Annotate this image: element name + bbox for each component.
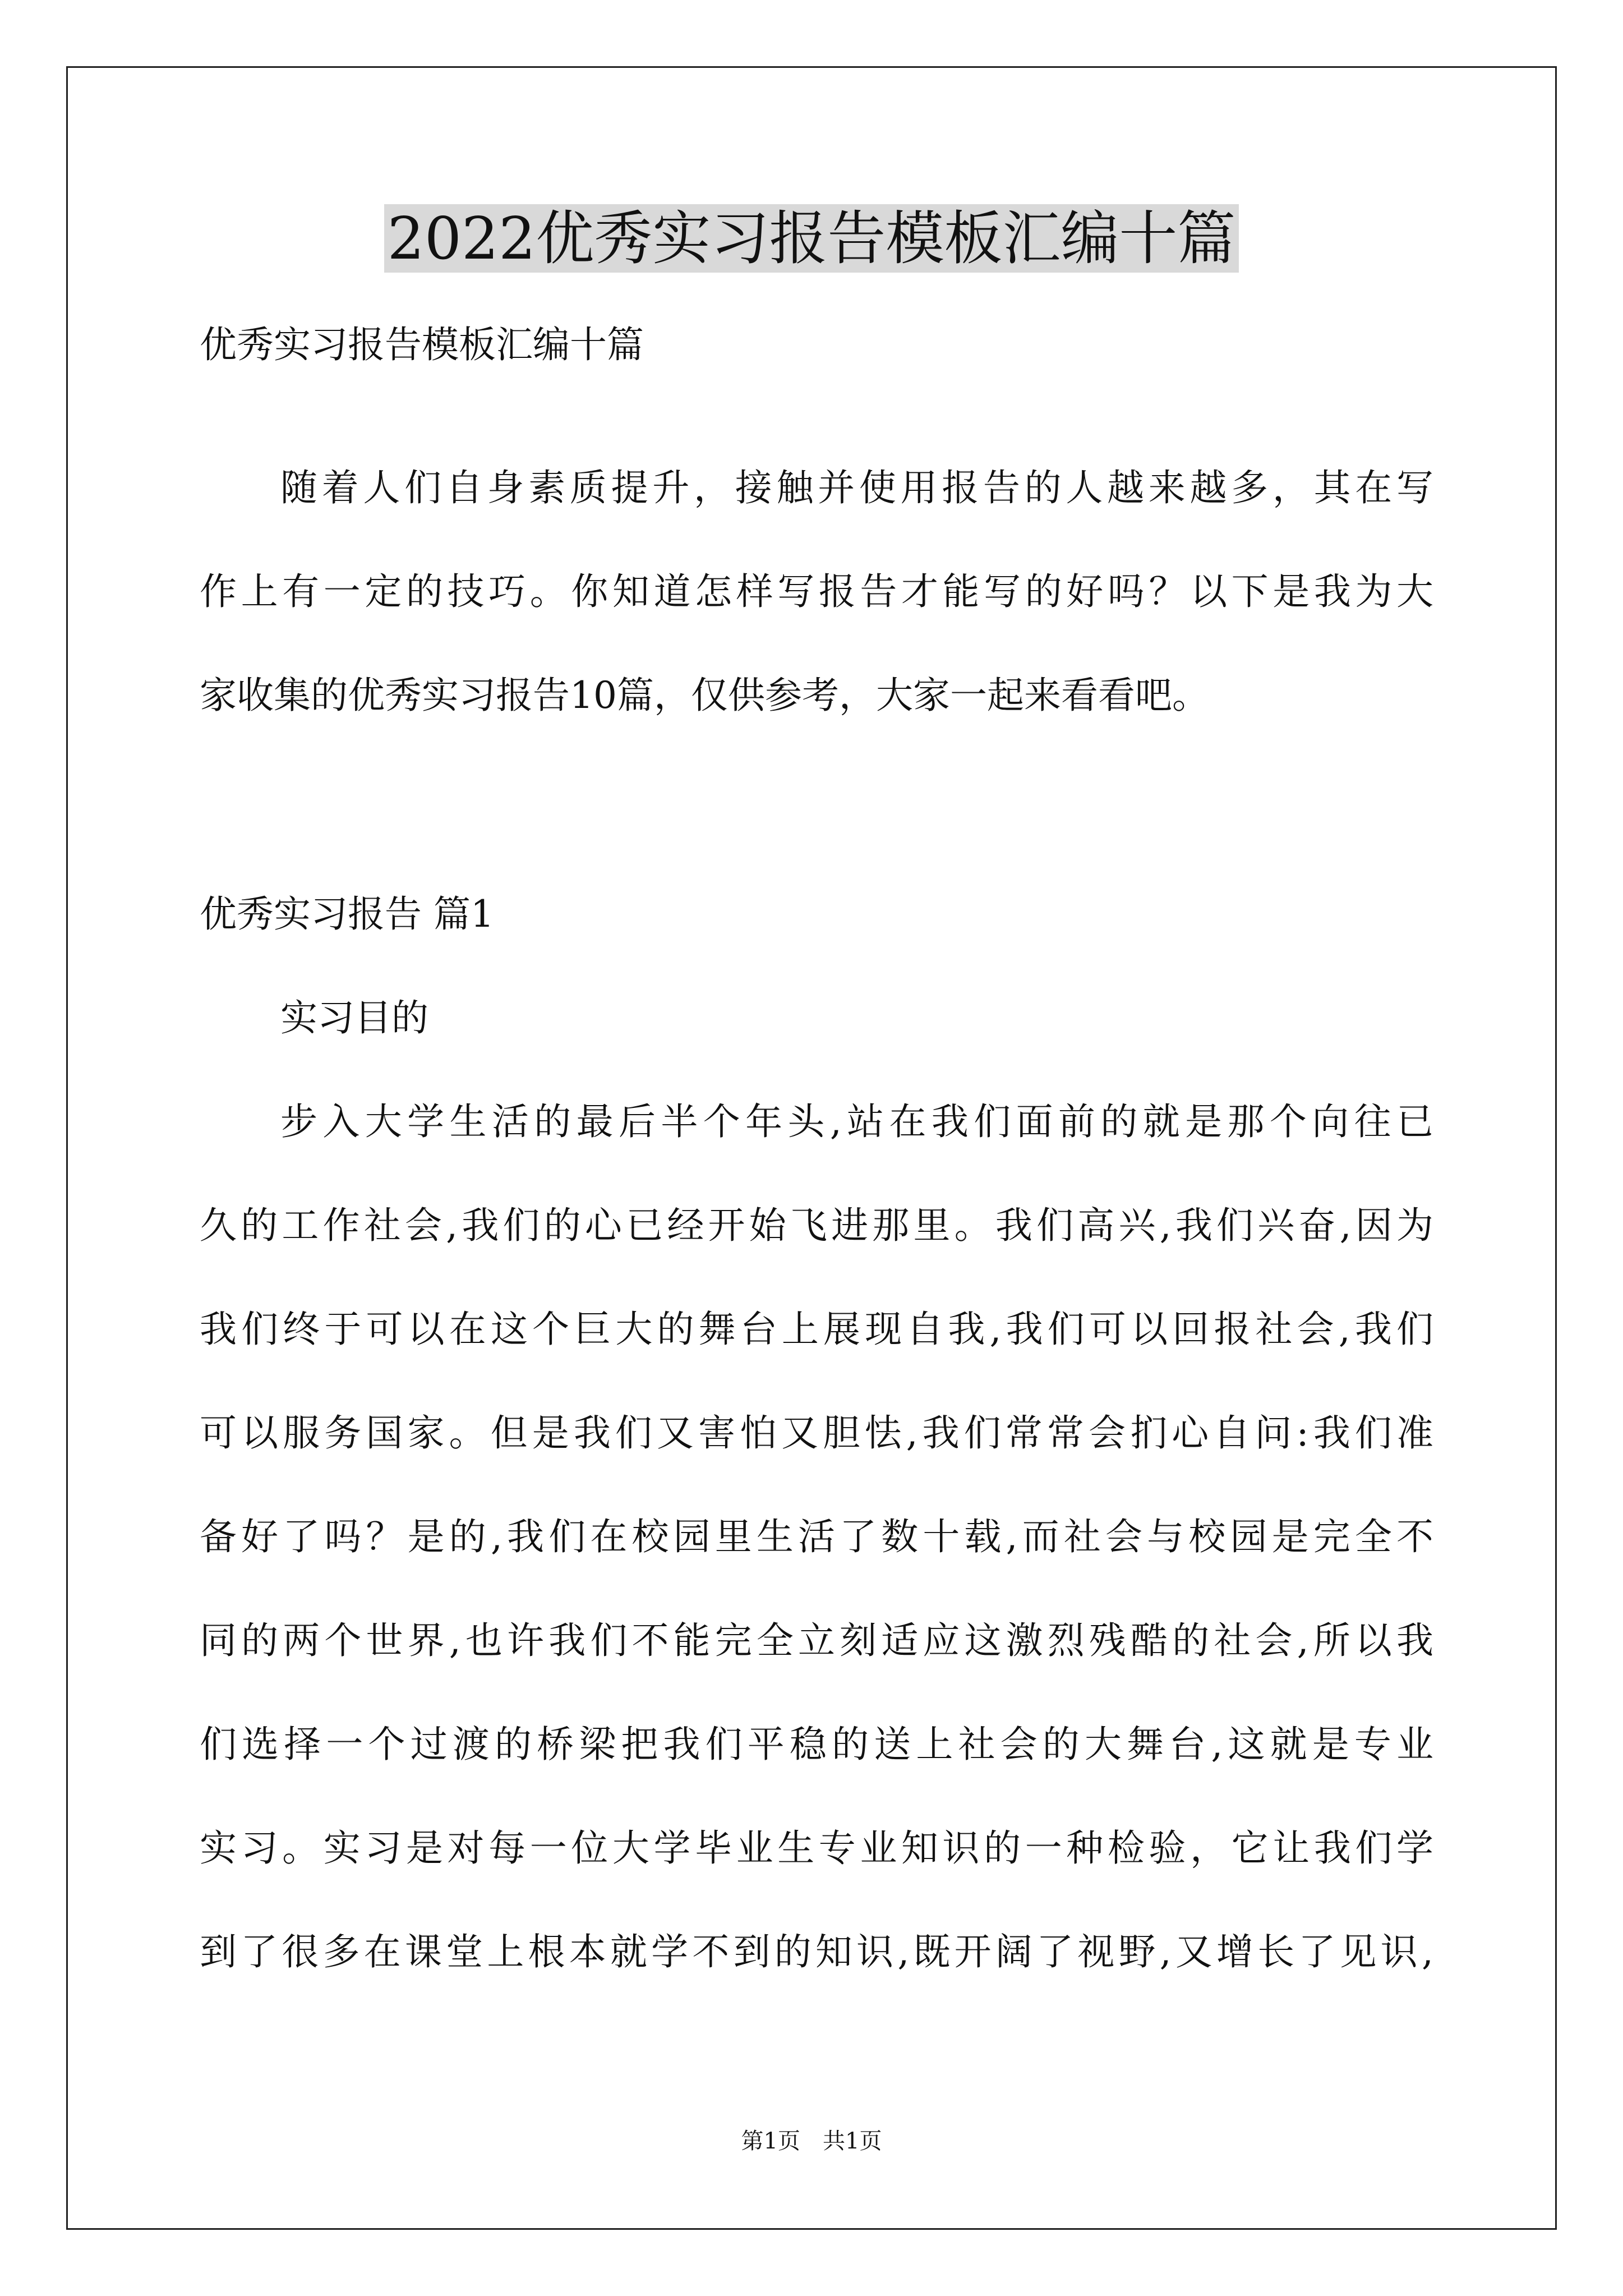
document-title-text: 2022优秀实习报告模板汇编十篇 (384, 204, 1239, 273)
body-line: 久的工作社会,我们的心已经开始飞进那里。我们高兴,我们兴奋,因为 (200, 1204, 1433, 1247)
section-heading: 优秀实习报告 篇1 (200, 892, 494, 936)
document-subtitle: 优秀实习报告模板汇编十篇 (200, 323, 644, 366)
page-number-footer: 第1页 共1页 (741, 2128, 882, 2154)
intro-line: 家收集的优秀实习报告10篇，仅供参考，大家一起来看看吧。 (200, 674, 1209, 717)
body-line: 实习。实习是对每一位大学毕业生专业知识的一种检验，它让我们学 (200, 1826, 1433, 1870)
intro-line: 随着人们自身素质提升，接触并使用报告的人越来越多，其在写 (280, 466, 1433, 509)
subsection-heading: 实习目的 (280, 996, 428, 1039)
body-line: 到了很多在课堂上根本就学不到的知识,既开阔了视野,又增长了见识, (200, 1930, 1433, 1973)
page-border (66, 66, 1557, 2230)
intro-line: 作上有一定的技巧。你知道怎样写报告才能写的好吗？以下是我为大 (200, 570, 1433, 613)
body-line: 可以服务国家。但是我们又害怕又胆怯,我们常常会扪心自问:我们准 (200, 1411, 1433, 1455)
body-line: 步入大学生活的最后半个年头,站在我们面前的就是那个向往已 (280, 1100, 1433, 1143)
body-line: 同的两个世界,也许我们不能完全立刻适应这激烈残酷的社会,所以我 (200, 1619, 1433, 1662)
body-line: 我们终于可以在这个巨大的舞台上展现自我,我们可以回报社会,我们 (200, 1308, 1433, 1351)
body-line: 备好了吗？是的,我们在校园里生活了数十载,而社会与校园是完全不 (200, 1515, 1433, 1558)
body-line: 们选择一个过渡的桥梁把我们平稳的送上社会的大舞台,这就是专业 (200, 1723, 1433, 1766)
document-title (0, 199, 1623, 278)
